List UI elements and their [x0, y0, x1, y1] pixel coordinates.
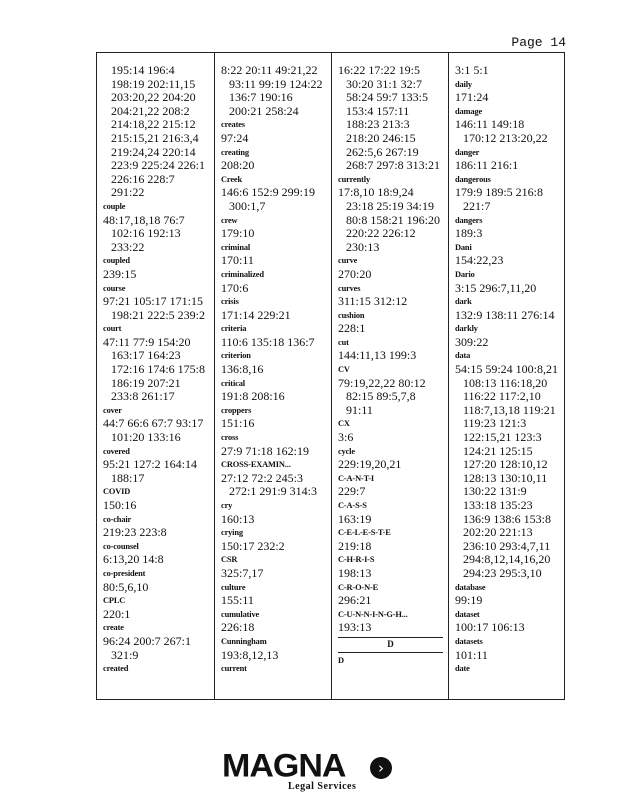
- index-reference-continued: 219:24,24 220:14: [111, 144, 196, 159]
- index-reference: 136:8,16: [221, 362, 264, 377]
- index-reference-continued: 30:20 31:1 32:7: [346, 76, 423, 91]
- index-reference: 226:18: [221, 620, 255, 635]
- index-reference-continued: 93:11 99:19 124:22: [229, 76, 323, 91]
- index-term: COVID: [103, 487, 131, 497]
- index-reference-continued: 136:7 190:16: [229, 90, 293, 105]
- index-term: curve: [338, 256, 358, 266]
- index-reference: 17:8,10 18:9,24: [338, 185, 414, 200]
- index-reference: 146:11 149:18: [455, 117, 525, 132]
- index-reference: 163:19: [338, 511, 372, 526]
- index-reference-continued: 195:14 196:4: [111, 63, 175, 77]
- index-term: cry: [221, 501, 233, 510]
- index-term: crew: [221, 215, 238, 225]
- index-reference-continued: 226:16 228:7: [111, 171, 175, 186]
- index-reference: 179:10: [221, 226, 255, 241]
- index-reference-continued: 272:1 291:9 314:3: [229, 484, 318, 499]
- index-reference-continued: 215:15,21 216:3,4: [111, 130, 199, 145]
- index-reference-continued: 119:23 121:3: [463, 416, 527, 431]
- index-reference: 150:16: [103, 498, 137, 512]
- index-reference-continued: 118:7,13,18 119:21: [463, 402, 556, 417]
- index-term: Creek: [221, 174, 242, 184]
- index-term: damage: [455, 106, 483, 116]
- index-term: co-counsel: [103, 541, 139, 551]
- index-reference: 219:23 223:8: [103, 525, 167, 540]
- index-reference-continued: 136:9 138:6 153:8: [463, 511, 552, 526]
- index-term: culture: [221, 582, 246, 592]
- index-reference: 151:16: [221, 416, 255, 431]
- index-term: criteria: [221, 324, 247, 334]
- index-reference: 198:13: [338, 565, 372, 580]
- index-reference: 27:9 71:18 162:19: [221, 443, 310, 458]
- index-reference: 144:11,13 199:3: [338, 348, 417, 363]
- index-reference-continued: 291:22: [111, 185, 145, 200]
- logo-arrow-icon: ›: [370, 757, 392, 779]
- index-reference-continued: 186:19 207:21: [111, 375, 181, 390]
- index-reference-continued: 268:7 297:8 313:21: [346, 158, 441, 173]
- index-reference-continued: 188:17: [111, 470, 145, 485]
- index-reference: 229:19,20,21: [338, 457, 402, 472]
- index-reference: 16:22 17:22 19:5: [338, 63, 421, 77]
- logo-wordmark: MAGNA: [222, 748, 346, 785]
- index-reference-continued: 124:21 125:15: [463, 443, 533, 458]
- index-reference: 186:11 216:1: [455, 158, 519, 173]
- index-term: cross: [221, 433, 239, 443]
- index-term: creates: [221, 120, 245, 130]
- index-term: CSR: [221, 555, 238, 565]
- index-term: criminalized: [221, 269, 264, 279]
- index-reference-continued: 170:12 213:20,22: [463, 130, 548, 145]
- index-term: co-chair: [103, 514, 132, 524]
- index-reference-continued: 116:22 117:2,10: [463, 389, 541, 404]
- index-reference-continued: 200:21 258:24: [229, 103, 299, 118]
- index-reference: 79:19,22,22 80:12: [338, 375, 426, 390]
- index-term: C-E-L-E-S-T-E: [338, 528, 391, 538]
- index-reference: 171:24: [455, 90, 489, 105]
- index-reference: 220:1: [103, 606, 131, 621]
- index-reference: 154:22,23: [455, 253, 504, 268]
- index-reference: 208:20: [221, 158, 255, 173]
- index-reference: 101:11: [455, 647, 488, 662]
- index-column-2: [214, 53, 332, 699]
- index-term: daily: [455, 79, 472, 89]
- index-term: dark: [455, 297, 472, 307]
- index-reference-continued: 321:9: [111, 647, 139, 662]
- index-reference-continued: 82:15 89:5,7,8: [346, 389, 416, 404]
- index-reference: 270:20: [338, 266, 372, 281]
- page-number: Page 14: [511, 35, 566, 50]
- index-reference: 100:17 106:13: [455, 620, 525, 635]
- index-reference-continued: 198:19 202:11,15: [111, 76, 196, 91]
- index-reference: 193:13: [338, 620, 372, 635]
- index-reference: 110:6 135:18 136:7: [221, 334, 315, 349]
- index-reference-continued: 128:13 130:10,11: [463, 470, 548, 485]
- index-reference-continued: 127:20 128:10,12: [463, 457, 548, 472]
- index-reference: 8:22 20:11 49:21,22: [221, 63, 318, 77]
- index-reference-continued: 91:11: [346, 402, 373, 417]
- index-reference: 170:6: [221, 280, 249, 295]
- index-term: critical: [221, 378, 245, 388]
- index-reference: 96:24 200:7 267:1: [103, 633, 192, 648]
- index-reference: 97:24: [221, 130, 249, 145]
- index-reference: 146:6 152:9 299:19: [221, 185, 316, 200]
- index-reference: 219:18: [338, 538, 372, 553]
- index-reference: 54:15 59:24 100:8,21: [455, 362, 559, 377]
- index-reference-continued: 188:23 213:3: [346, 117, 410, 132]
- index-term: Dani: [455, 242, 472, 252]
- index-reference-continued: 163:17 164:23: [111, 348, 181, 363]
- index-reference: 99:19: [455, 593, 483, 608]
- index-term: course: [103, 283, 126, 293]
- index-term: create: [103, 623, 124, 633]
- index-reference-continued: 58:24 59:7 133:5: [346, 90, 429, 105]
- index-reference: 193:8,12,13: [221, 647, 279, 662]
- index-term: co-president: [103, 568, 146, 578]
- index-reference: 309:22: [455, 334, 489, 349]
- index-reference-continued: 233:22: [111, 239, 145, 254]
- index-reference: 6:13,20 14:8: [103, 552, 164, 567]
- index-term: darkly: [455, 324, 478, 334]
- index-term: C-A-N-T-I: [338, 473, 375, 483]
- index-term: C-H-R-I-S: [338, 555, 375, 565]
- index-term: CPLC: [103, 596, 126, 606]
- index-reference: 171:14 229:21: [221, 307, 291, 322]
- index-term: data: [455, 351, 471, 361]
- index-term: court: [103, 324, 122, 334]
- index-reference: 239:15: [103, 266, 137, 281]
- index-reference-continued: 220:22 226:12: [346, 226, 416, 241]
- index-reference: 189:3: [455, 226, 483, 241]
- index-term: C-R-O-N-E: [338, 582, 379, 592]
- index-reference-continued: 236:10 293:4,7,11: [463, 538, 551, 553]
- index-reference-continued: 221:7: [463, 198, 491, 213]
- index-reference: 325:7,17: [221, 565, 264, 580]
- index-term: D: [338, 655, 344, 665]
- index-reference-continued: 108:13 116:18,20: [463, 375, 548, 390]
- index-reference-continued: 202:20 221:13: [463, 525, 533, 540]
- index-term: date: [455, 664, 470, 674]
- index-reference: 27:12 72:2 245:3: [221, 470, 304, 485]
- index-term: Cunningham: [221, 636, 267, 646]
- index-term: cover: [103, 405, 122, 415]
- index-reference: 47:11 77:9 154:20: [103, 334, 191, 349]
- index-reference-continued: 203:20,22 204:20: [111, 90, 196, 105]
- index-column-1: [97, 53, 214, 699]
- index-term: croppers: [221, 405, 252, 415]
- index-term: cumulative: [221, 609, 260, 619]
- index-reference: 191:8 208:16: [221, 389, 285, 404]
- index-term: criminal: [221, 242, 251, 252]
- index-term: cut: [338, 337, 349, 347]
- index-term: CROSS-EXAMIN...: [221, 460, 291, 470]
- index-column-3: [331, 53, 449, 699]
- magna-logo: [222, 748, 398, 792]
- index-term: coupled: [103, 256, 130, 266]
- index-reference: 132:9 138:11 276:14: [455, 307, 555, 322]
- index-reference-continued: 133:18 135:23: [463, 498, 533, 512]
- index-term: crying: [221, 528, 243, 538]
- index-reference-continued: 23:18 25:19 34:19: [346, 198, 435, 213]
- logo-tagline: Legal Services: [288, 781, 357, 792]
- index-term: dataset: [455, 609, 480, 619]
- index-reference: 155:11: [221, 593, 254, 608]
- index-term: created: [103, 664, 129, 674]
- index-reference: 160:13: [221, 511, 255, 526]
- index-term: C-A-S-S: [338, 501, 367, 510]
- index-term: cushion: [338, 310, 365, 320]
- index-reference: 3:1 5:1: [455, 63, 489, 77]
- index-reference: 80:5,6,10: [103, 579, 149, 594]
- index-term: datasets: [455, 636, 483, 646]
- index-reference-continued: 130:22 131:9: [463, 484, 527, 499]
- index-reference: 170:11: [221, 253, 254, 268]
- index-column-4: [448, 53, 566, 699]
- index-reference-continued: 294:23 295:3,10: [463, 565, 542, 580]
- index-reference-continued: 218:20 246:15: [346, 130, 416, 145]
- index-reference-continued: 204:21,22 208:2: [111, 103, 190, 118]
- index-reference: 311:15 312:12: [338, 294, 408, 309]
- index-term: Dario: [455, 269, 475, 279]
- index-reference-continued: 294:8,12,14,16,20: [463, 552, 551, 567]
- index-reference-continued: 300:1,7: [229, 198, 266, 213]
- index-term: dangerous: [455, 174, 491, 184]
- index-reference: 150:17 232:2: [221, 538, 285, 553]
- index-term: covered: [103, 446, 130, 456]
- index-term: creating: [221, 147, 249, 157]
- index-reference-continued: 101:20 133:16: [111, 430, 181, 445]
- index-reference: 44:7 66:6 67:7 93:17: [103, 416, 204, 431]
- index-term: CV: [338, 365, 350, 375]
- index-term: currently: [338, 174, 370, 184]
- index-reference: 3:6: [338, 430, 354, 445]
- index-term: criterion: [221, 351, 251, 361]
- index-reference-continued: 233:8 261:17: [111, 389, 175, 404]
- index-reference-continued: 80:8 158:21 196:20: [346, 212, 441, 227]
- index-reference-continued: 153:4 157:11: [346, 103, 410, 118]
- index-term: current: [221, 664, 247, 674]
- index-reference: 229:7: [338, 484, 366, 499]
- index-term: couple: [103, 201, 126, 211]
- index-term: cycle: [338, 446, 355, 456]
- index-reference-continued: 214:18,22 215:12: [111, 117, 196, 132]
- index-reference: 3:15 296:7,11,20: [455, 280, 537, 295]
- section-letter-heading: D: [338, 637, 443, 653]
- index-term: dangers: [455, 215, 483, 225]
- index-term: database: [455, 582, 486, 592]
- index-reference: 95:21 127:2 164:14: [103, 457, 198, 472]
- index-term: curves: [338, 283, 361, 293]
- index-reference: 228:1: [338, 321, 366, 336]
- index-reference: 296:21: [338, 593, 372, 608]
- index-reference-continued: 122:15,21 123:3: [463, 430, 542, 445]
- index-reference-continued: 198:21 222:5 239:2: [111, 307, 206, 322]
- index-term: crisis: [221, 297, 239, 307]
- index-reference-continued: 172:16 174:6 175:8: [111, 362, 206, 377]
- index-reference-continued: 223:9 225:24 226:1: [111, 158, 206, 173]
- index-term: C-U-N-N-I-N-G-H...: [338, 609, 408, 619]
- index-reference: 48:17,18,18 76:7: [103, 212, 185, 227]
- index-reference: 97:21 105:17 171:15: [103, 294, 204, 309]
- index-reference-continued: 230:13: [346, 239, 380, 254]
- index-reference-continued: 262:5,6 267:19: [346, 144, 419, 159]
- index-reference: 179:9 189:5 216:8: [455, 185, 544, 200]
- index-term: danger: [455, 147, 480, 157]
- index-reference-continued: 102:16 192:13: [111, 226, 181, 241]
- index-frame: [96, 52, 565, 700]
- index-term: CX: [338, 419, 350, 429]
